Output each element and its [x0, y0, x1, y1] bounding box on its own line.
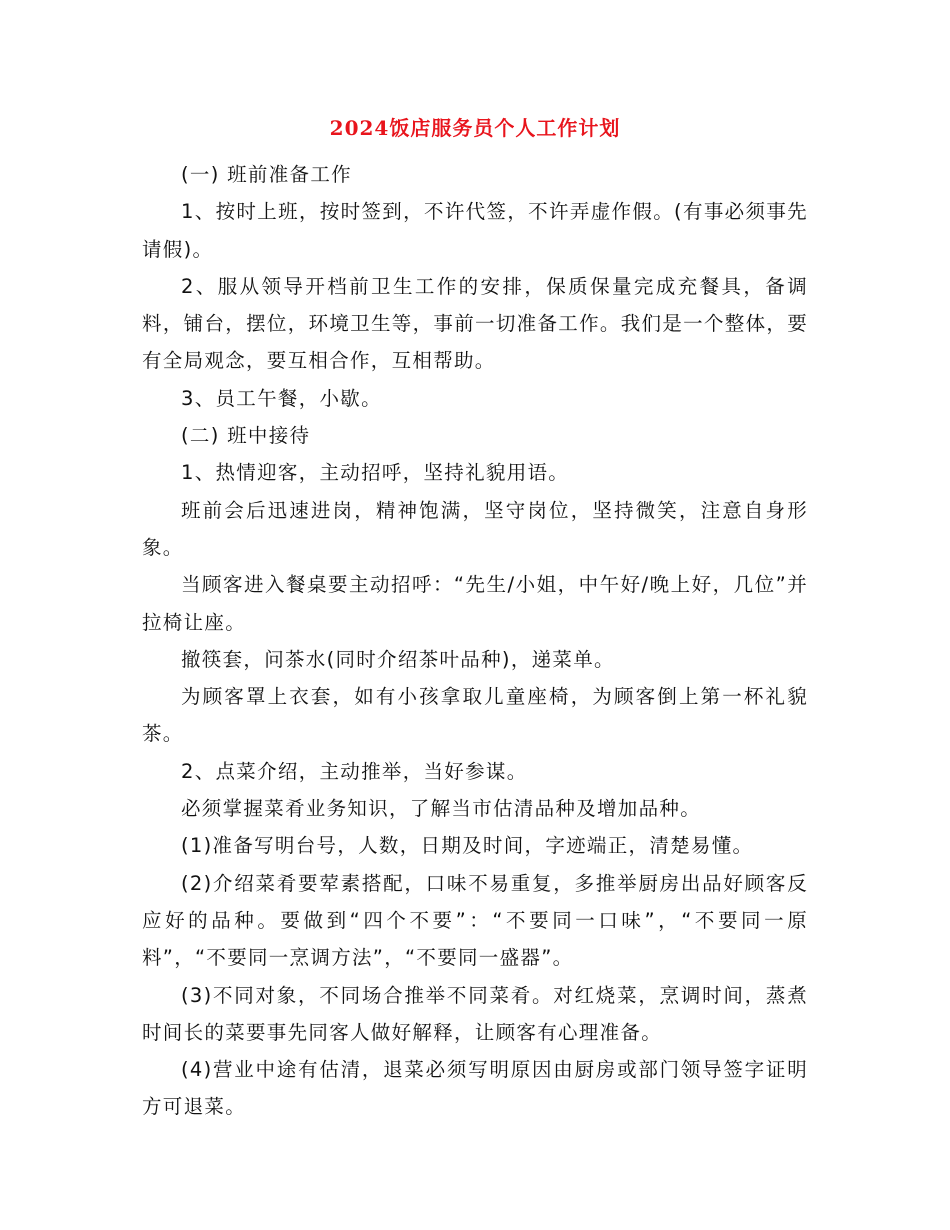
paragraph-item: (2)介绍菜肴要荤素搭配，口味不易重复，多推举厨房出品好顾客反应好的品种。要做到“四个不要”：“不要同一口味”，“不要同一原料”，“不要同一烹调方法”，“不要同一盛器”。 — [142, 871, 808, 970]
paragraph-item: 必须掌握菜肴业务知识，了解当市估清品种及增加品种。 — [181, 797, 702, 821]
paragraph-section-1-heading: (一) 班前准备工作 — [181, 163, 352, 186]
paragraph-item: 2、服从领导开档前卫生工作的安排，保质保量完成充餐具，备调料，铺台，摆位，环境卫生等，事前一切准备工作。我们是一个整体，要有全局观念，要互相合作，互相帮助。 — [142, 274, 808, 373]
paragraph-item: 1、按时上班，按时签到，不许代签，不许弄虚作假。(有事必须事先请假)。 — [142, 200, 808, 261]
paragraph-item: 撤筷套，问茶水(同时介绍茶叶品种)，递菜单。 — [181, 647, 615, 671]
paragraph-item: 为顾客罩上衣套，如有小孩拿取儿童座椅，为顾客倒上第一杯礼貌茶。 — [142, 685, 808, 746]
paragraph-item: (4)营业中途有估清，退菜必须写明原因由厨房或部门领导签字证明方可退菜。 — [142, 1058, 808, 1119]
document-body — [142, 156, 808, 1126]
paragraph-item: 2、点菜介绍，主动推举，当好参谋。 — [181, 759, 528, 783]
document-title: 2024饭店服务员个人工作计划 — [329, 116, 621, 140]
paragraph-item: (3)不同对象，不同场合推举不同菜肴。对红烧菜，烹调时间，蒸煮时间长的菜要事先同客人做好解释，让顾客有心理准备。 — [142, 983, 808, 1044]
paragraph-item: 1、热情迎客，主动招呼，坚持礼貌用语。 — [181, 461, 570, 485]
paragraph-item: 当顾客进入餐桌要主动招呼：“先生/小姐，中午好/晚上好，几位”并拉椅让座。 — [142, 573, 808, 634]
paragraph-item: (1)准备写明台号，人数，日期及时间，字迹端正，清楚易懂。 — [181, 834, 754, 858]
paragraph-item: 3、员工午餐，小歇。 — [181, 386, 382, 410]
paragraph-item: 班前会后迅速进岗，精神饱满，坚守岗位，坚持微笑，注意自身形象。 — [142, 498, 808, 559]
paragraph-section-2-heading: (二) 班中接待 — [181, 424, 311, 448]
